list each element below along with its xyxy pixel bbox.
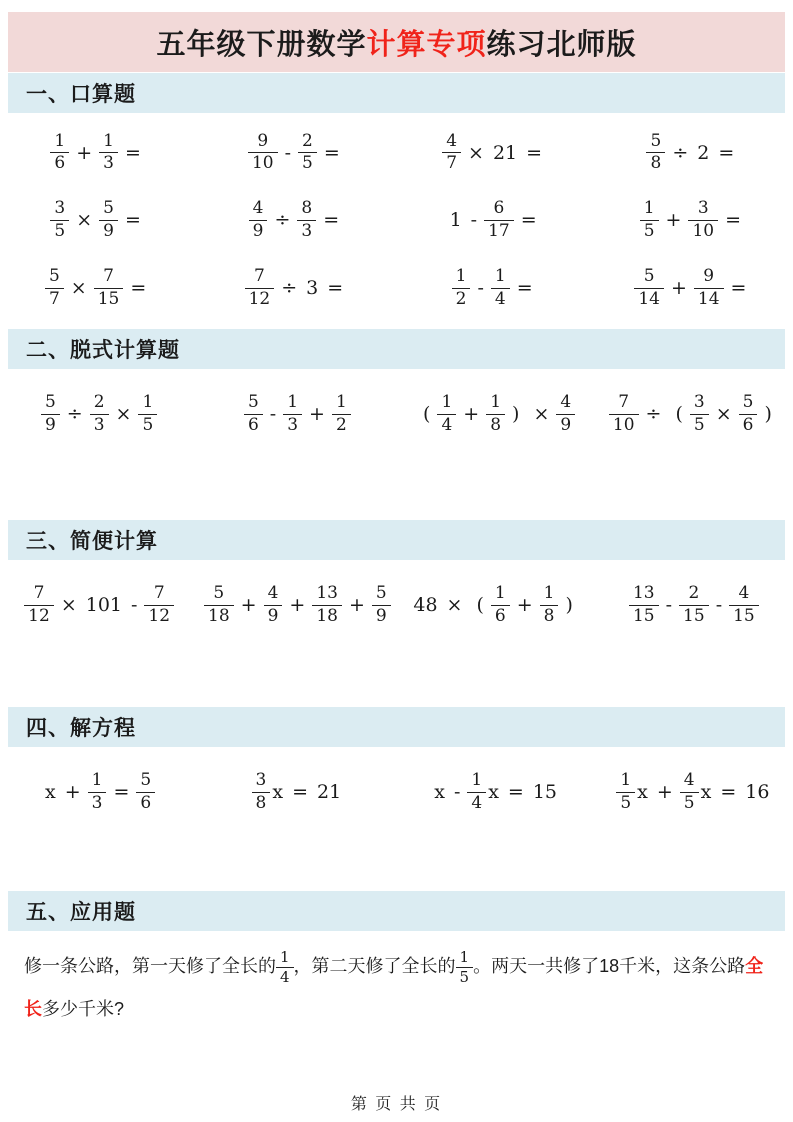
math-token: 15 (532, 781, 558, 803)
math-token: 1 (449, 209, 462, 232)
math-token: x (434, 781, 445, 803)
fraction: $\frac{7}{10}$ (609, 393, 639, 435)
fraction: $\frac{3}{8}$ (252, 771, 271, 813)
section-heading-band (8, 707, 785, 747)
math-token: - (477, 277, 484, 300)
math-problem (397, 576, 595, 634)
math-token: × (115, 403, 132, 425)
math-problem (397, 763, 595, 821)
math-token: 21 (492, 141, 518, 164)
section-heading: 四、解方程 (26, 717, 136, 740)
fraction: $\frac{7}{15}$ (94, 267, 124, 309)
fraction: $\frac{7}{12}$ (245, 267, 275, 309)
section-heading-band (8, 73, 785, 113)
fraction: $\frac{1}{8}$ (540, 584, 559, 626)
title-banner (8, 12, 785, 72)
math-token: = (292, 781, 309, 803)
math-problem (595, 763, 793, 821)
math-token: + (670, 277, 687, 300)
fraction: $\frac{1}{5}$ (640, 199, 659, 241)
math-problem (198, 763, 396, 821)
math-token: 101 (85, 594, 122, 616)
math-token: + (665, 209, 682, 232)
math-token: = (526, 141, 543, 164)
math-problem (0, 119, 198, 187)
fraction: $\frac{4}{15}$ (729, 584, 759, 626)
fraction: $\frac{4}{9}$ (556, 393, 575, 435)
title-pre: 五年级下册数学 (156, 28, 367, 61)
math-problem (595, 385, 793, 443)
math-problem (198, 576, 396, 634)
math-token: ÷ (645, 403, 662, 425)
fraction: $\frac{9}{14}$ (694, 267, 724, 309)
fraction: $\frac{1}{3}$ (88, 771, 107, 813)
math-token: = (516, 277, 533, 300)
fraction: $\frac{5}{9}$ (99, 199, 118, 241)
fraction: $\frac{1}{5}$ (456, 949, 474, 985)
math-problem (198, 254, 396, 322)
highlighted-text: 全长 (24, 956, 764, 1020)
fraction: $\frac{5}{6}$ (244, 393, 263, 435)
math-token: 3 (306, 277, 319, 300)
math-token: 21 (317, 781, 342, 803)
math-token: × (70, 277, 87, 300)
math-token: = (507, 781, 524, 803)
math-problem (198, 187, 396, 255)
math-token: = (327, 277, 344, 300)
math-token: = (520, 209, 537, 232)
math-token: 修一条公路，第一天修了全长的 (24, 956, 276, 976)
fraction: $\frac{3}{10}$ (688, 199, 718, 241)
fraction: $\frac{4}{9}$ (249, 199, 268, 241)
math-token: + (289, 594, 306, 616)
math-token: = (113, 781, 130, 803)
math-token: + (76, 141, 93, 164)
math-problem (0, 576, 198, 634)
math-token: - (453, 781, 461, 803)
math-token: ÷ (274, 209, 291, 232)
fraction: $\frac{5}{9}$ (41, 393, 60, 435)
math-token: 多少千米? (42, 999, 125, 1020)
math-token: + (348, 594, 365, 616)
math-token: + (240, 594, 257, 616)
section-heading: 一、口算题 (26, 83, 136, 106)
math-token: × (715, 403, 732, 425)
math-token: = (730, 277, 747, 300)
fraction: $\frac{4}{7}$ (442, 132, 461, 174)
fraction: $\frac{4}{5}$ (680, 771, 699, 813)
fraction: $\frac{5}{6}$ (739, 393, 758, 435)
math-token: ÷ (66, 403, 83, 425)
math-problem (198, 119, 396, 187)
section-heading: 二、脱式计算题 (26, 339, 180, 362)
fraction: $\frac{1}{3}$ (283, 393, 302, 435)
math-token: ) (565, 594, 573, 616)
math-token: × (76, 209, 93, 232)
problem-grid (0, 369, 793, 519)
math-problem (198, 385, 396, 443)
fraction: $\frac{1}{4}$ (437, 393, 456, 435)
fraction: $\frac{1}{4}$ (276, 949, 294, 985)
math-token: ) (764, 403, 772, 425)
fraction: $\frac{9}{10}$ (248, 132, 278, 174)
math-problem (595, 119, 793, 187)
math-token: + (309, 403, 325, 425)
math-token: + (463, 403, 480, 425)
fraction: $\frac{1}{2}$ (452, 267, 471, 309)
math-token: x (700, 781, 712, 803)
fraction: $\frac{13}{18}$ (312, 584, 342, 626)
fraction: $\frac{5}{8}$ (646, 132, 665, 174)
math-token: - (269, 403, 277, 425)
fraction: $\frac{1}{3}$ (99, 132, 118, 174)
page-title (156, 22, 636, 63)
fraction: $\frac{1}{8}$ (486, 393, 505, 435)
math-token: ，第二天修了全长的 (293, 956, 456, 976)
math-token: 16 (745, 781, 770, 803)
math-problem (0, 254, 198, 322)
math-token: + (656, 781, 673, 803)
math-token: × (533, 403, 550, 425)
fraction: $\frac{7}{12}$ (144, 584, 174, 626)
math-token: x (488, 781, 499, 803)
math-token: + (516, 594, 533, 616)
math-token: - (715, 594, 723, 616)
section-heading: 五、应用题 (26, 901, 136, 924)
math-token: × (468, 141, 484, 164)
math-token: = (130, 277, 147, 300)
math-token: × (446, 594, 463, 616)
math-token: = (718, 141, 735, 164)
title-post: 练习北师版 (486, 28, 637, 61)
math-token: 。两天一共修了18千米，这条公路 (473, 956, 746, 976)
math-problem (595, 187, 793, 255)
title-highlight: 计算专项 (366, 28, 487, 61)
math-token: = (720, 781, 737, 803)
fraction: $\frac{6}{17}$ (484, 199, 514, 241)
fraction: $\frac{5}{14}$ (634, 267, 664, 309)
fraction: $\frac{1}{4}$ (467, 771, 486, 813)
fraction: $\frac{3}{5}$ (690, 393, 709, 435)
section-word-problem (0, 891, 793, 1091)
math-token: ( (423, 403, 431, 425)
fraction: $\frac{1}{4}$ (491, 267, 510, 309)
math-token: - (284, 141, 292, 164)
fraction: $\frac{3}{5}$ (50, 199, 69, 241)
math-problem (0, 763, 198, 821)
math-token: x (45, 781, 56, 803)
section-step-calculation (0, 329, 793, 519)
fraction: $\frac{5}{18}$ (204, 584, 234, 626)
math-token: + (64, 781, 81, 803)
fraction: $\frac{5}{9}$ (372, 584, 391, 626)
fraction: $\frac{2}{3}$ (90, 393, 109, 435)
problem-grid (0, 560, 793, 706)
math-token: ÷ (281, 277, 298, 300)
math-token: × (60, 594, 77, 616)
fraction: $\frac{7}{12}$ (24, 584, 54, 626)
math-token: = (124, 141, 141, 164)
fraction: $\frac{2}{5}$ (298, 132, 317, 174)
math-token: ) (512, 403, 520, 425)
math-problem (0, 385, 198, 443)
math-problem (397, 254, 595, 322)
math-problem (595, 254, 793, 322)
math-token: = (323, 209, 340, 232)
math-token: ( (476, 594, 484, 616)
fraction: $\frac{1}{2}$ (332, 393, 351, 435)
fraction: $\frac{1}{5}$ (616, 771, 635, 813)
worksheet (0, 12, 793, 1118)
math-problem (397, 385, 595, 443)
fraction: $\frac{1}{5}$ (138, 393, 157, 435)
math-token: = (725, 209, 742, 232)
section-equations (0, 707, 793, 890)
fraction: $\frac{8}{3}$ (297, 199, 316, 241)
math-token: = (124, 209, 141, 232)
math-token: - (470, 209, 478, 232)
fraction: $\frac{4}{9}$ (264, 584, 283, 626)
problem-grid (0, 747, 793, 890)
math-token: ÷ (672, 141, 689, 164)
section-heading-band (8, 891, 785, 931)
math-problem (595, 576, 793, 634)
math-token: x (272, 781, 284, 803)
page-footer: 第 页 共 页 (350, 1096, 443, 1113)
section-heading: 三、简便计算 (26, 530, 158, 553)
section-heading-band (8, 520, 785, 560)
fraction: $\frac{5}{7}$ (45, 267, 64, 309)
word-problem (0, 931, 793, 1091)
section-simplified-calculation (0, 520, 793, 706)
fraction: $\frac{13}{15}$ (629, 584, 659, 626)
math-token: 48 (413, 594, 438, 616)
math-token: x (637, 781, 648, 803)
math-problem (397, 119, 595, 187)
section-oral-calculation (0, 73, 793, 328)
fraction: $\frac{5}{6}$ (136, 771, 155, 813)
math-token: - (665, 594, 673, 616)
fraction: $\frac{1}{6}$ (491, 584, 510, 626)
fraction: $\frac{1}{6}$ (50, 132, 69, 174)
section-heading-band (8, 329, 785, 369)
math-problem (397, 187, 595, 255)
math-problem (0, 187, 198, 255)
math-token: = (323, 141, 340, 164)
fraction: $\frac{2}{15}$ (679, 584, 709, 626)
math-token: 2 (697, 141, 710, 164)
math-token: ( (675, 403, 683, 425)
math-token: - (131, 594, 138, 616)
problem-grid (0, 113, 793, 328)
